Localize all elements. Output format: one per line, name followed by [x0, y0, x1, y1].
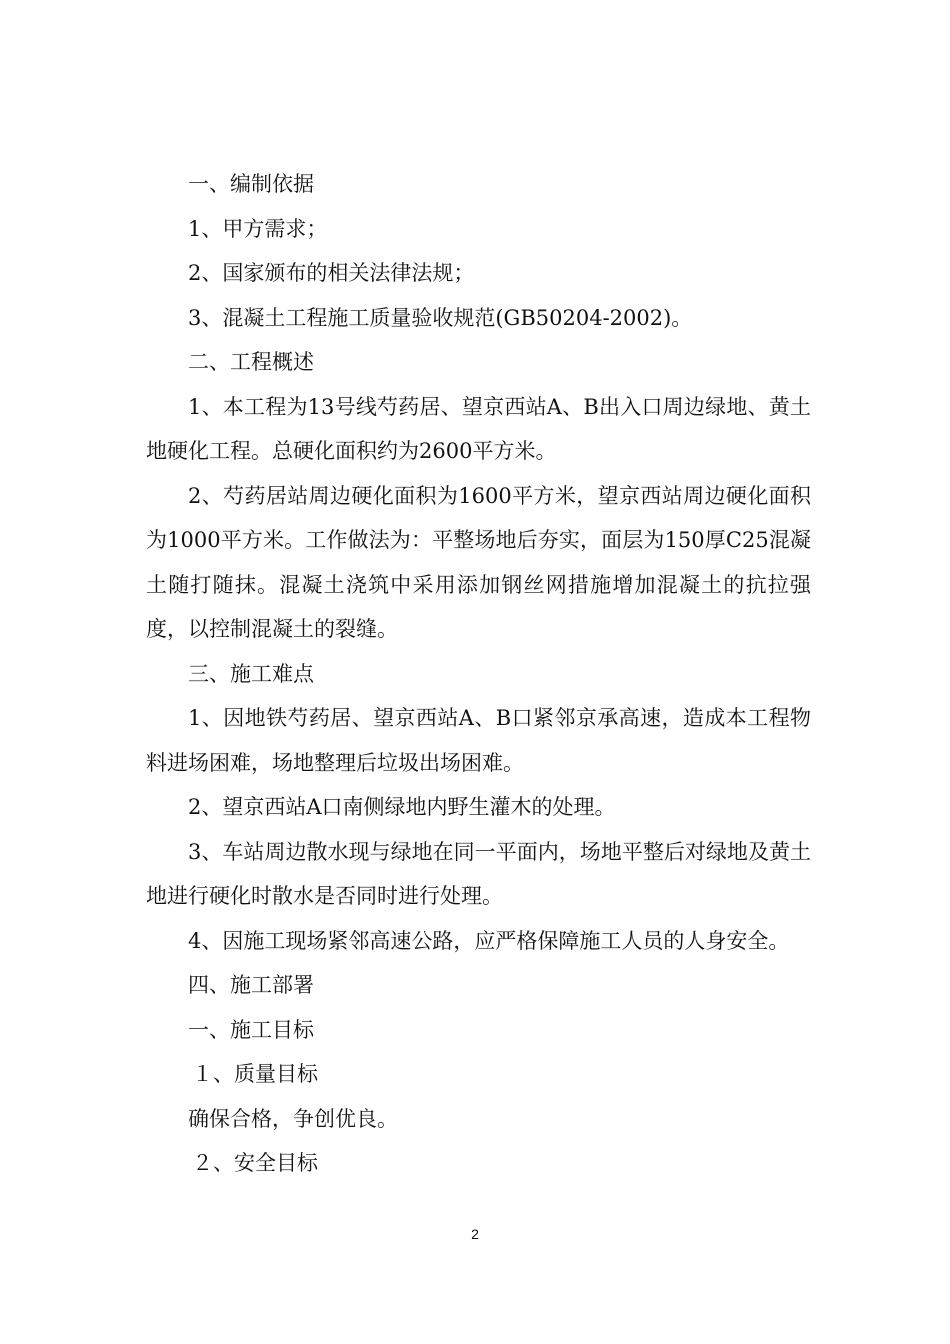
subsection-heading-goals: 一、施工目标	[188, 1017, 314, 1042]
list-item: 2、国家颁布的相关法律法规；	[188, 261, 475, 285]
paragraph: 2、望京西站A口南侧绿地内野生灌木的处理。	[188, 795, 616, 819]
list-item: 3、混凝土工程施工质量验收规范(GB50204-2002)。	[188, 305, 693, 330]
subsection-heading-quality: １、质量目标	[192, 1062, 318, 1086]
section-heading-deployment: 四、施工部署	[188, 973, 314, 997]
document-body	[146, 162, 811, 1186]
section-heading-overview: 二、工程概述	[188, 350, 314, 374]
page-number: 2	[471, 1226, 479, 1242]
subsection-heading-safety: ２、安全目标	[192, 1151, 318, 1175]
paragraph: 1、本工程为13号线芍药居、望京西站A、B出入口周边绿地、黄土地硬化工程。总硬化面积约为2600平方米。	[146, 394, 811, 463]
paragraph: 确保合格，争创优良。	[188, 1106, 398, 1131]
paragraph: 3、车站周边散水现与绿地在同一平面内，场地平整后对绿地及黄土地进行硬化时散水是否同时进行处理。	[146, 839, 811, 908]
section-heading-basis: 一、编制依据	[188, 172, 314, 196]
section-heading-difficulties: 三、施工难点	[188, 661, 314, 686]
paragraph: 4、因施工现场紧邻高速公路，应严格保障施工人员的人身安全。	[188, 928, 790, 953]
paragraph: 2、芍药居站周边硬化面积为1600平方米，望京西站周边硬化面积为1000平方米。工作做法为：平整场地后夯实，面层为150厚C25混凝土随打随抹。混凝土浇筑中采用添加钢丝网措施增加混凝土的抗拉强度，以控制混凝土的裂缝。	[146, 483, 811, 641]
list-item: 1、甲方需求；	[188, 216, 328, 241]
paragraph: 1、因地铁芍药居、望京西站A、B口紧邻京承高速，造成本工程物料进场困难，场地整理后垃圾出场困难。	[146, 706, 811, 775]
